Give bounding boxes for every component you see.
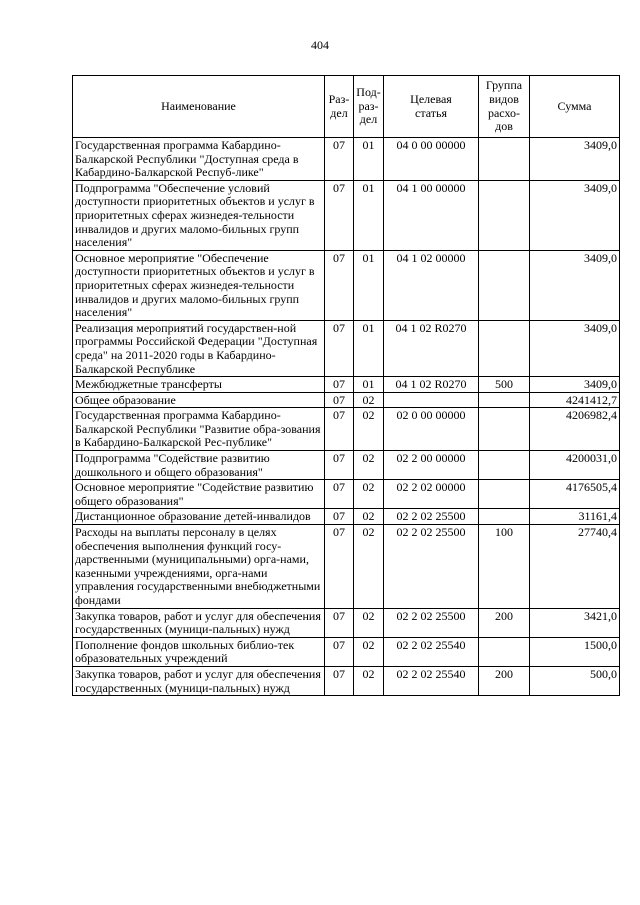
cell-amount: 4176505,4 (530, 480, 620, 509)
cell-target: 02 2 00 00000 (384, 451, 479, 480)
cell-group (479, 637, 530, 666)
cell-subsection: 02 (354, 408, 384, 451)
column-header-group (479, 76, 530, 138)
cell-amount: 3409,0 (530, 320, 620, 376)
cell-subsection: 02 (354, 451, 384, 480)
cell-target: 04 1 00 00000 (384, 180, 479, 250)
cell-name: Закупка товаров, работ и услуг для обеспечения государственных (муници-пальных) нужд (73, 666, 325, 695)
cell-target: 02 2 02 25500 (384, 608, 479, 637)
cell-section: 07 (325, 451, 354, 480)
cell-section: 07 (325, 525, 354, 609)
cell-group (479, 250, 530, 320)
table-row (73, 250, 620, 320)
cell-group: 500 (479, 377, 530, 393)
column-header-target-text: Целевая статья (410, 91, 452, 120)
cell-subsection: 02 (354, 608, 384, 637)
cell-target: 02 2 02 25500 (384, 525, 479, 609)
cell-group (479, 451, 530, 480)
table-row (73, 180, 620, 250)
table-row (73, 138, 620, 181)
cell-name: Основное мероприятие "Содействие развитию общего образования" (73, 480, 325, 509)
cell-subsection: 02 (354, 637, 384, 666)
cell-name: Основное мероприятие "Обеспечение доступности приоритетных объектов и услуг в приоритетных сферах жизнедея-тельности инвалидов и других маломо-бильных групп населения" (73, 250, 325, 320)
table-row (73, 320, 620, 376)
cell-amount: 3409,0 (530, 250, 620, 320)
table-row (73, 451, 620, 480)
cell-target (384, 392, 479, 408)
cell-section: 07 (325, 608, 354, 637)
cell-section: 07 (325, 320, 354, 376)
column-header-target (384, 76, 479, 138)
cell-target: 04 1 02 00000 (384, 250, 479, 320)
cell-group (479, 392, 530, 408)
cell-name: Государственная программа Кабардино-Балкарской Республики "Доступная среда в Кабардино-Балкарской Респуб-лике" (73, 138, 325, 181)
cell-subsection: 01 (354, 180, 384, 250)
cell-group (479, 320, 530, 376)
cell-amount: 3409,0 (530, 180, 620, 250)
cell-target: 02 2 02 25540 (384, 637, 479, 666)
cell-target: 04 1 02 R0270 (384, 320, 479, 376)
cell-section: 07 (325, 666, 354, 695)
cell-section: 07 (325, 392, 354, 408)
cell-group: 200 (479, 666, 530, 695)
budget-table (72, 75, 620, 696)
cell-group (479, 509, 530, 525)
cell-target: 02 0 00 00000 (384, 408, 479, 451)
cell-subsection: 02 (354, 525, 384, 609)
cell-subsection: 01 (354, 377, 384, 393)
cell-name: Государственная программа Кабардино-Балкарской Республики "Развитие обра-зования в Кабардино-Балкарской Рес-публике" (73, 408, 325, 451)
table-header-row (73, 76, 620, 138)
cell-amount: 4241412,7 (530, 392, 620, 408)
cell-section: 07 (325, 480, 354, 509)
cell-section: 07 (325, 509, 354, 525)
cell-name: Подпрограмма "Обеспечение условий доступности приоритетных объектов и услуг в приоритетных сферах жизнедея-тельности инвалидов и других маломо-бильных групп населения" (73, 180, 325, 250)
cell-target: 04 1 02 R0270 (384, 377, 479, 393)
cell-subsection: 01 (354, 320, 384, 376)
column-header-group-text: Группа видов расхо- дов (485, 78, 523, 134)
cell-target: 02 2 02 00000 (384, 480, 479, 509)
column-header-subsection (354, 76, 384, 138)
table-row (73, 608, 620, 637)
cell-target: 02 2 02 25500 (384, 509, 479, 525)
table-row (73, 408, 620, 451)
table-row (73, 525, 620, 609)
cell-name: Реализация мероприятий государствен-ной программы Российской Федерации "Доступная среда" на 2011-2020 годы в Кабардино-Балкарской Республике (73, 320, 325, 376)
cell-target: 04 0 00 00000 (384, 138, 479, 181)
cell-name: Расходы на выплаты персоналу в целях обеспечения выполнения функций госу-дарственными (муниципальными) орга-нами, казенными учреждениями, орга-нами управления государственными внебюджетными фондами (73, 525, 325, 609)
cell-amount: 4200031,0 (530, 451, 620, 480)
cell-section: 07 (325, 637, 354, 666)
cell-name: Подпрограмма "Содействие развитию дошкольного и общего образования" (73, 451, 325, 480)
cell-section: 07 (325, 377, 354, 393)
page-number: 404 (311, 38, 329, 52)
cell-group (479, 408, 530, 451)
table-row (73, 392, 620, 408)
cell-group: 200 (479, 608, 530, 637)
column-header-section-text: Раз- дел (328, 91, 350, 120)
table-row (73, 666, 620, 695)
column-header-subsection-text: Под- раз- дел (356, 85, 381, 127)
cell-subsection: 02 (354, 509, 384, 525)
column-header-name: Наименование (73, 76, 325, 138)
cell-name: Общее образование (73, 392, 325, 408)
cell-section: 07 (325, 180, 354, 250)
cell-subsection: 01 (354, 250, 384, 320)
cell-amount: 27740,4 (530, 525, 620, 609)
table-row (73, 480, 620, 509)
cell-amount: 3409,0 (530, 138, 620, 181)
cell-amount: 31161,4 (530, 509, 620, 525)
column-header-amount: Сумма (530, 76, 620, 138)
cell-name: Закупка товаров, работ и услуг для обеспечения государственных (муници-пальных) нужд (73, 608, 325, 637)
cell-group (479, 480, 530, 509)
cell-subsection: 02 (354, 392, 384, 408)
cell-amount: 1500,0 (530, 637, 620, 666)
cell-subsection: 02 (354, 480, 384, 509)
cell-amount: 4206982,4 (530, 408, 620, 451)
table-row (73, 637, 620, 666)
cell-group: 100 (479, 525, 530, 609)
cell-amount: 3421,0 (530, 608, 620, 637)
cell-section: 07 (325, 138, 354, 181)
table-row (73, 377, 620, 393)
cell-name: Межбюджетные трансферты (73, 377, 325, 393)
cell-name: Дистанционное образование детей-инвалидов (73, 509, 325, 525)
cell-section: 07 (325, 408, 354, 451)
cell-name: Пополнение фондов школьных библио-тек образовательных учреждений (73, 637, 325, 666)
table-row (73, 509, 620, 525)
cell-amount: 500,0 (530, 666, 620, 695)
cell-group (479, 180, 530, 250)
cell-subsection: 01 (354, 138, 384, 181)
cell-group (479, 138, 530, 181)
cell-subsection: 02 (354, 666, 384, 695)
column-header-section (325, 76, 354, 138)
cell-amount: 3409,0 (530, 377, 620, 393)
cell-target: 02 2 02 25540 (384, 666, 479, 695)
cell-section: 07 (325, 250, 354, 320)
